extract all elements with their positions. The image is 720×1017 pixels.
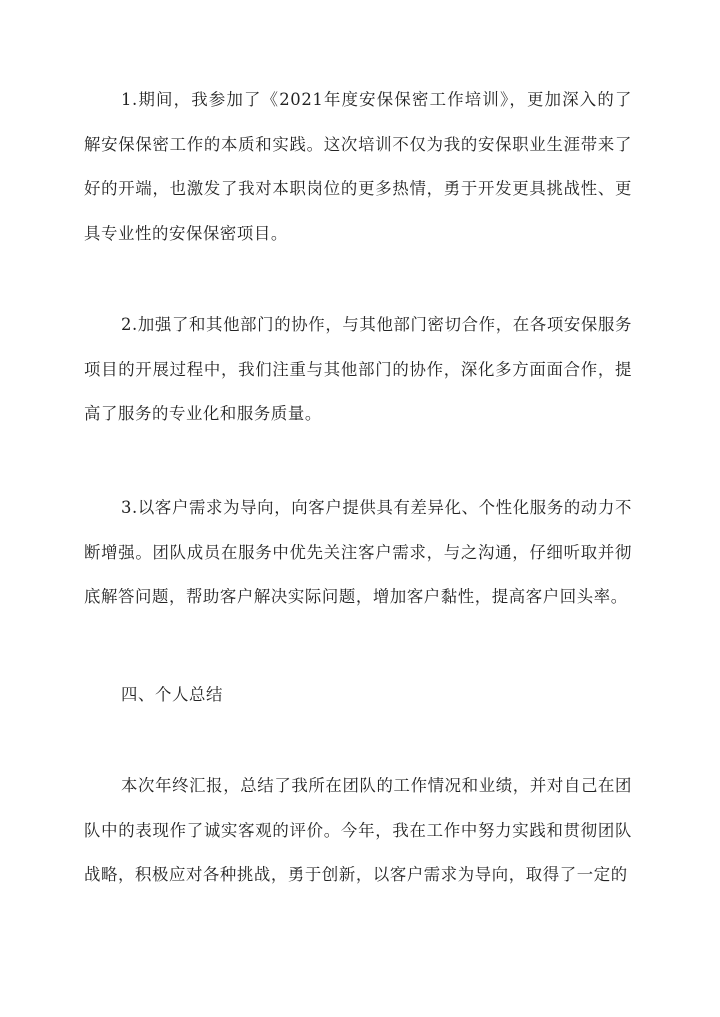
paragraph-training: 1.期间，我参加了《2021年度安保保密工作培训》，更加深入的了解安保保密工作的本质和实践。这次培训不仅为我的安保职业生涯带来了好的开端，也激发了我对本职岗位的更多热情，勇于开发更具挑战性、更具专业性的安保保密项目。 — [84, 90, 632, 243]
section-heading-personal-summary: 四、个人总结 — [121, 685, 223, 704]
paragraph-summary: 本次年终汇报，总结了我所在团队的工作情况和业绩，并对自己在团队中的表现作了诚实客观的评价。今年，我在工作中努力实践和贯彻团队战略，积极应对各种挑战，勇于创新，以客户需求为导向，取得了一定的 — [84, 776, 632, 884]
paragraph-collaboration: 2.加强了和其他部门的协作，与其他部门密切合作，在各项安保服务项目的开展过程中，我们注重与其他部门的协作，深化多方面面合作，提高了服务的专业化和服务质量。 — [84, 315, 632, 423]
paragraph-customer-focus: 3.以客户需求为导向，向客户提供具有差异化、个性化服务的动力不断增强。团队成员在服务中优先关注客户需求，与之沟通，仔细听取并彻底解答问题，帮助客户解决实际问题，增加客户黏性，提高客户回头率。 — [84, 498, 632, 606]
